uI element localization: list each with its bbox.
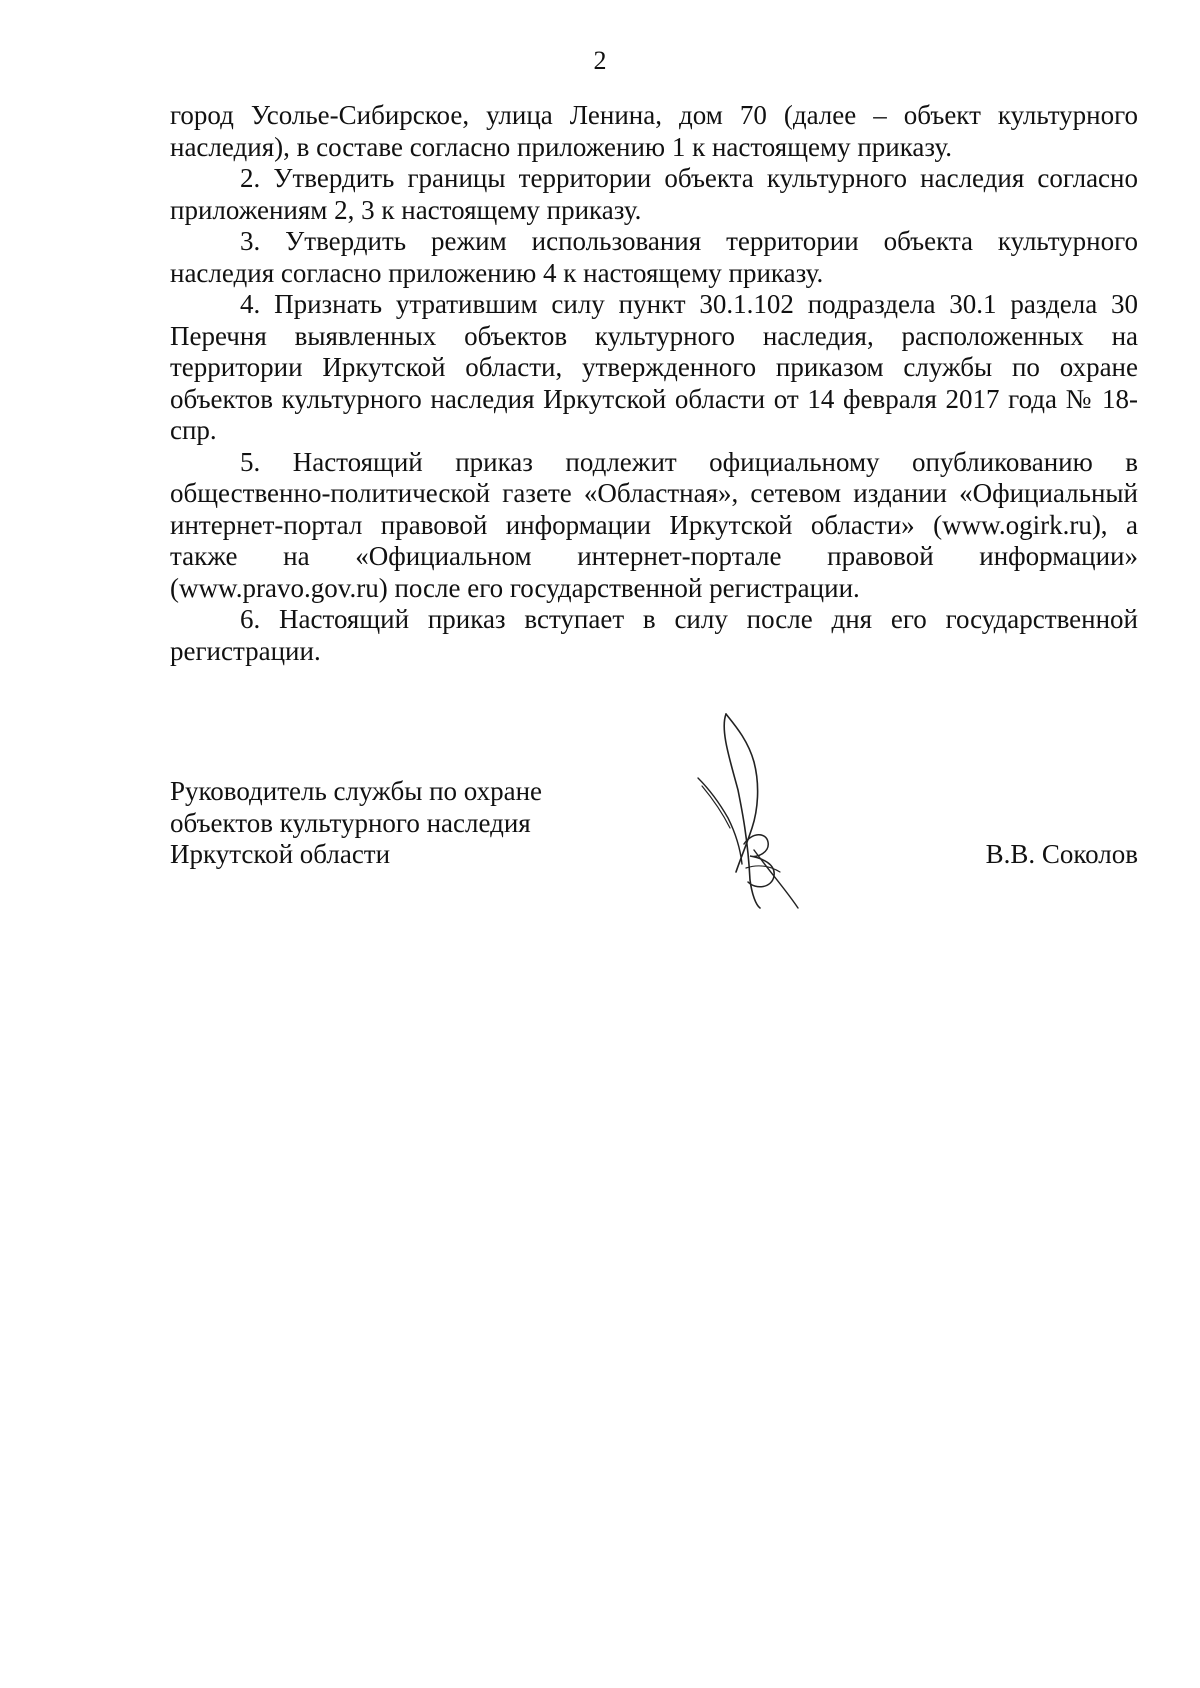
signatory-position	[170, 776, 770, 871]
signatory-title-line-1: Руководитель службы по охране	[170, 776, 543, 806]
signatory-title-line-2: объектов культурного наследия	[170, 807, 531, 838]
paragraph-item-6: 6. Настоящий приказ вступает в силу после дня его государственной регистрации.	[170, 604, 1138, 666]
document-body	[170, 100, 1138, 667]
handwritten-signature	[690, 700, 840, 910]
page-number: 2	[593, 46, 607, 75]
signatory-title-line-3: Иркутской области	[170, 839, 391, 869]
paragraph-continuation: город Усолье-Сибирское, улица Ленина, дом 70 (далее – объект культурного наследия), в составе согласно приложению 1 к настоящему приказу.	[170, 100, 1138, 162]
signatory-name: В.В. Соколов	[985, 839, 1138, 869]
paragraph-item-2: 2. Утвердить границы территории объекта культурного наследия согласно приложениям 2, 3 к настоящему приказу.	[170, 163, 1138, 225]
paragraph-item-4: 4. Признать утратившим силу пункт 30.1.102 подраздела 30.1 раздела 30 Перечня выявленных объектов культурного наследия, расположенных на территории Иркутской области, утвержденного приказом службы по охране объектов культурного наследия Иркутской области от 14 февраля 2017 года № 18-спр.	[170, 289, 1138, 445]
paragraph-item-5: 5. Настоящий приказ подлежит официальному опубликованию в общественно-политической газете «Областная», сетевом издании «Официальный интернет-портал правовой информации Иркутской области» (www.ogirk.ru), а также на «Официальном интернет-портале правовой информации» (www.pravo.gov.ru) после его государственной регистрации.	[170, 446, 1138, 603]
paragraph-item-3: 3. Утвердить режим использования территории объекта культурного наследия согласно приложению 4 к настоящему приказу.	[170, 226, 1138, 288]
